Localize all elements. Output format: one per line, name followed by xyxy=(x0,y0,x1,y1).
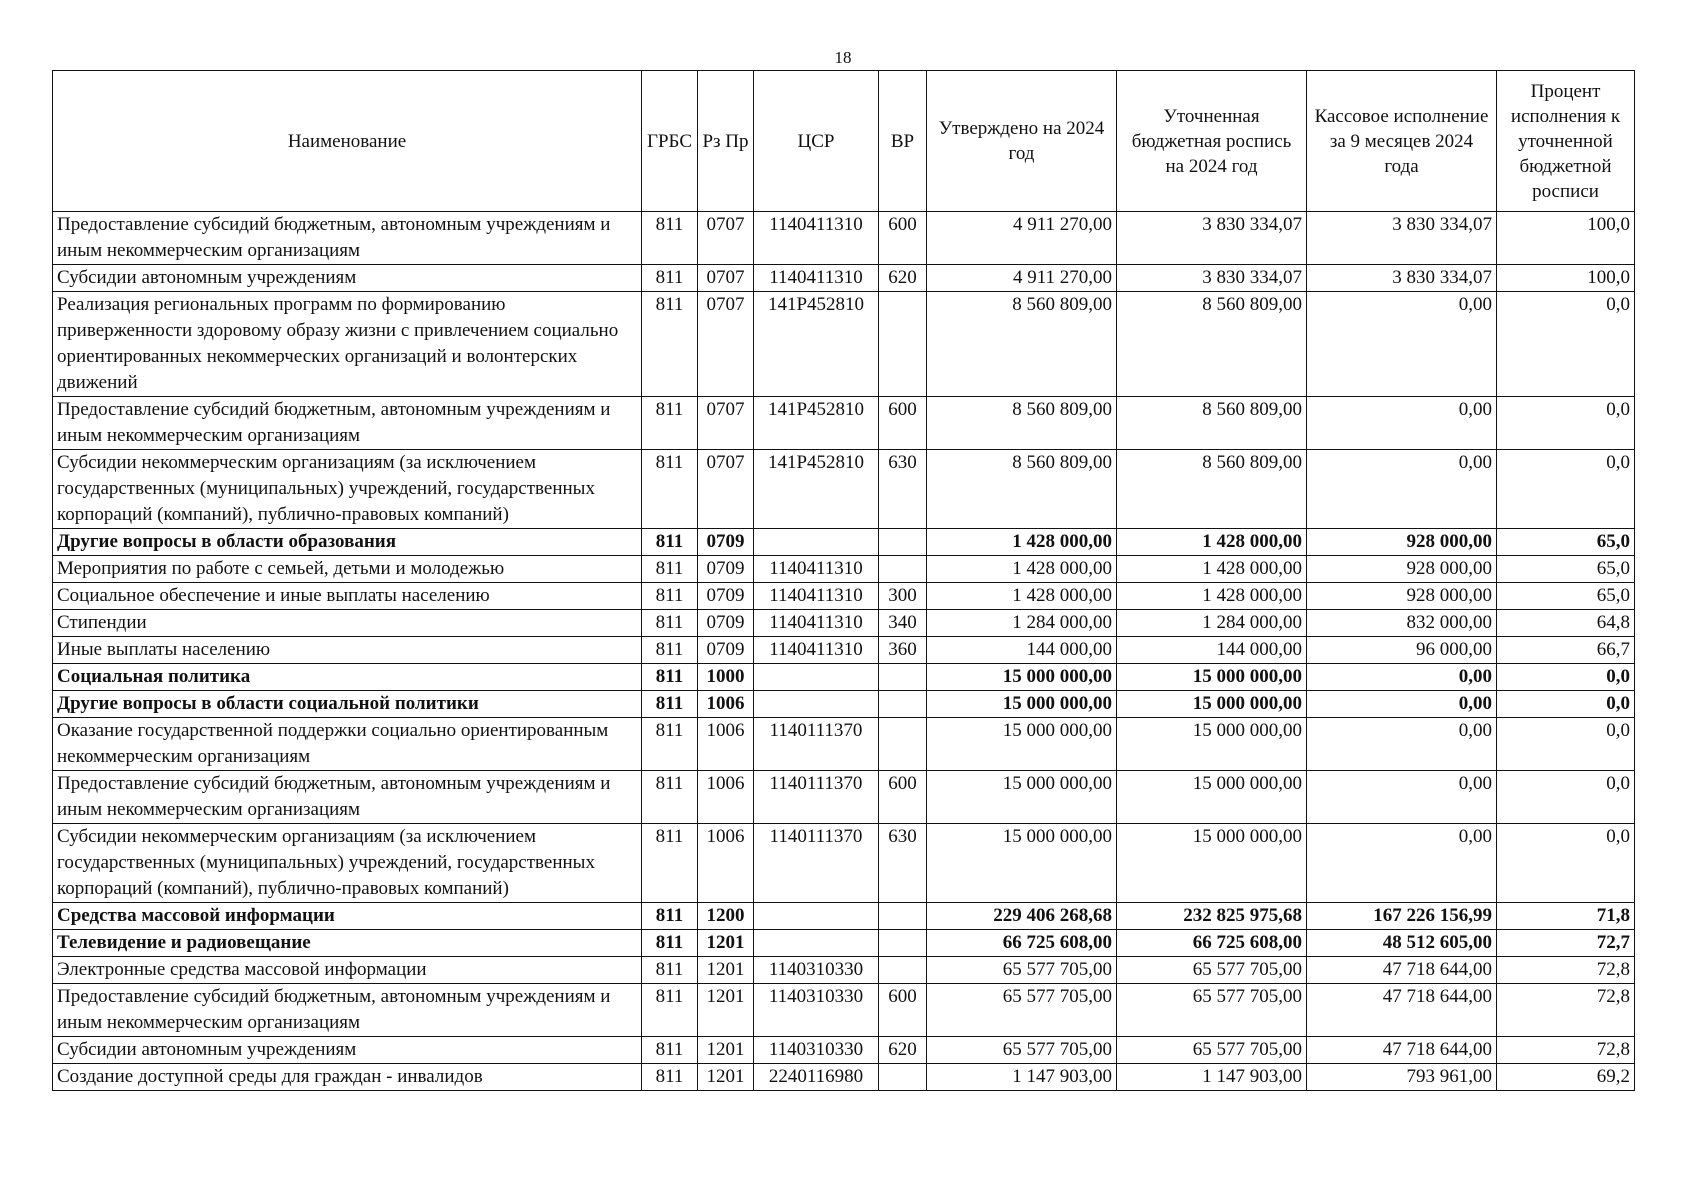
cell-cash: 167 226 156,99 xyxy=(1307,903,1497,930)
cell-csr: 141P452810 xyxy=(754,292,879,397)
cell-grbs: 811 xyxy=(642,691,698,718)
cell-name: Электронные средства массовой информации xyxy=(53,957,642,984)
cell-approved: 1 428 000,00 xyxy=(927,583,1117,610)
cell-vr xyxy=(879,930,927,957)
table-row-section xyxy=(53,903,1635,930)
cell-refined: 232 825 975,68 xyxy=(1117,903,1307,930)
cell-grbs: 811 xyxy=(642,718,698,771)
cell-rzpr: 1201 xyxy=(698,1037,754,1064)
cell-percent: 72,8 xyxy=(1497,1037,1635,1064)
cell-grbs: 811 xyxy=(642,1064,698,1091)
cell-csr: 1140411310 xyxy=(754,637,879,664)
cell-refined: 3 830 334,07 xyxy=(1117,265,1307,292)
cell-name: Средства массовой информации xyxy=(53,903,642,930)
cell-approved: 15 000 000,00 xyxy=(927,824,1117,903)
cell-name: Субсидии некоммерческим организациям (за исключением государственных (муниципальных) учреждений, государственных корпораций (компаний), публично-правовых компаний) xyxy=(53,450,642,529)
cell-vr xyxy=(879,1064,927,1091)
table-row xyxy=(53,212,1635,265)
cell-rzpr: 1006 xyxy=(698,691,754,718)
cell-cash: 96 000,00 xyxy=(1307,637,1497,664)
cell-percent: 71,8 xyxy=(1497,903,1635,930)
cell-approved: 65 577 705,00 xyxy=(927,957,1117,984)
cell-name: Реализация региональных программ по формированию приверженности здоровому образу жизни с привлечением социально ориентированных некоммерческих организаций и волонтерских движений xyxy=(53,292,642,397)
budget-table xyxy=(52,70,1635,1091)
cell-name: Иные выплаты населению xyxy=(53,637,642,664)
table-header-row xyxy=(53,71,1635,212)
header-cash: Кассовое исполнение за 9 месяцев 2024 года xyxy=(1307,71,1497,212)
cell-grbs: 811 xyxy=(642,529,698,556)
header-rzpr: Рз Пр xyxy=(698,71,754,212)
cell-refined: 1 147 903,00 xyxy=(1117,1064,1307,1091)
table-row xyxy=(53,1037,1635,1064)
cell-csr: 1140411310 xyxy=(754,212,879,265)
cell-vr xyxy=(879,691,927,718)
cell-percent: 65,0 xyxy=(1497,529,1635,556)
cell-csr: 1140310330 xyxy=(754,957,879,984)
cell-approved: 65 577 705,00 xyxy=(927,984,1117,1037)
cell-rzpr: 0707 xyxy=(698,212,754,265)
cell-approved: 66 725 608,00 xyxy=(927,930,1117,957)
cell-grbs: 811 xyxy=(642,583,698,610)
cell-percent: 72,8 xyxy=(1497,984,1635,1037)
cell-rzpr: 1006 xyxy=(698,824,754,903)
cell-name: Предоставление субсидий бюджетным, автономным учреждениям и иным некоммерческим организациям xyxy=(53,984,642,1037)
cell-percent: 0,0 xyxy=(1497,771,1635,824)
table-row xyxy=(53,610,1635,637)
cell-refined: 8 560 809,00 xyxy=(1117,292,1307,397)
cell-rzpr: 1201 xyxy=(698,984,754,1037)
cell-approved: 15 000 000,00 xyxy=(927,771,1117,824)
cell-percent: 0,0 xyxy=(1497,718,1635,771)
table-row xyxy=(53,637,1635,664)
cell-percent: 0,0 xyxy=(1497,397,1635,450)
cell-cash: 793 961,00 xyxy=(1307,1064,1497,1091)
cell-approved: 1 428 000,00 xyxy=(927,529,1117,556)
cell-percent: 100,0 xyxy=(1497,212,1635,265)
cell-name: Предоставление субсидий бюджетным, автономным учреждениям и иным некоммерческим организациям xyxy=(53,212,642,265)
cell-grbs: 811 xyxy=(642,292,698,397)
header-percent: Процент исполнения к уточненной бюджетной росписи xyxy=(1497,71,1635,212)
cell-grbs: 811 xyxy=(642,664,698,691)
cell-grbs: 811 xyxy=(642,637,698,664)
cell-approved: 4 911 270,00 xyxy=(927,265,1117,292)
table-row xyxy=(53,824,1635,903)
cell-rzpr: 1006 xyxy=(698,771,754,824)
cell-approved: 1 284 000,00 xyxy=(927,610,1117,637)
cell-approved: 15 000 000,00 xyxy=(927,691,1117,718)
cell-grbs: 811 xyxy=(642,930,698,957)
cell-rzpr: 0707 xyxy=(698,292,754,397)
cell-cash: 0,00 xyxy=(1307,664,1497,691)
table-row xyxy=(53,556,1635,583)
table-row-section xyxy=(53,930,1635,957)
cell-percent: 0,0 xyxy=(1497,824,1635,903)
cell-grbs: 811 xyxy=(642,265,698,292)
cell-csr: 2240116980 xyxy=(754,1064,879,1091)
cell-csr: 1140310330 xyxy=(754,1037,879,1064)
cell-vr xyxy=(879,664,927,691)
cell-approved: 8 560 809,00 xyxy=(927,397,1117,450)
header-refined: Уточненная бюджетная роспись на 2024 год xyxy=(1117,71,1307,212)
cell-vr xyxy=(879,556,927,583)
cell-csr: 1140111370 xyxy=(754,718,879,771)
cell-csr: 141P452810 xyxy=(754,397,879,450)
cell-percent: 0,0 xyxy=(1497,292,1635,397)
cell-refined: 15 000 000,00 xyxy=(1117,718,1307,771)
page-number: 18 xyxy=(834,48,852,67)
cell-cash: 832 000,00 xyxy=(1307,610,1497,637)
cell-rzpr: 1201 xyxy=(698,1064,754,1091)
cell-refined: 8 560 809,00 xyxy=(1117,450,1307,529)
cell-name: Стипендии xyxy=(53,610,642,637)
cell-name: Оказание государственной поддержки социально ориентированным некоммерческим организациям xyxy=(53,718,642,771)
cell-vr: 360 xyxy=(879,637,927,664)
cell-name: Другие вопросы в области социальной политики xyxy=(53,691,642,718)
cell-refined: 15 000 000,00 xyxy=(1117,771,1307,824)
cell-name: Субсидии автономным учреждениям xyxy=(53,1037,642,1064)
cell-vr xyxy=(879,292,927,397)
cell-percent: 65,0 xyxy=(1497,583,1635,610)
table-row xyxy=(53,957,1635,984)
cell-grbs: 811 xyxy=(642,903,698,930)
table-row-section xyxy=(53,529,1635,556)
cell-rzpr: 1201 xyxy=(698,957,754,984)
cell-rzpr: 0709 xyxy=(698,583,754,610)
cell-cash: 928 000,00 xyxy=(1307,529,1497,556)
cell-csr xyxy=(754,529,879,556)
table-body xyxy=(53,212,1635,1091)
cell-name: Субсидии некоммерческим организациям (за исключением государственных (муниципальных) учреждений, государственных корпораций (компаний), публично-правовых компаний) xyxy=(53,824,642,903)
table-row xyxy=(53,397,1635,450)
cell-name: Предоставление субсидий бюджетным, автономным учреждениям и иным некоммерческим организациям xyxy=(53,771,642,824)
cell-cash: 928 000,00 xyxy=(1307,583,1497,610)
cell-csr: 1140411310 xyxy=(754,265,879,292)
table-row xyxy=(53,718,1635,771)
cell-csr: 1140411310 xyxy=(754,583,879,610)
cell-vr: 630 xyxy=(879,824,927,903)
cell-vr xyxy=(879,529,927,556)
cell-name: Создание доступной среды для граждан - инвалидов xyxy=(53,1064,642,1091)
cell-approved: 8 560 809,00 xyxy=(927,292,1117,397)
cell-grbs: 811 xyxy=(642,212,698,265)
cell-refined: 1 284 000,00 xyxy=(1117,610,1307,637)
table-row xyxy=(53,265,1635,292)
cell-rzpr: 0707 xyxy=(698,397,754,450)
cell-vr: 300 xyxy=(879,583,927,610)
cell-approved: 4 911 270,00 xyxy=(927,212,1117,265)
cell-vr: 600 xyxy=(879,771,927,824)
cell-approved: 229 406 268,68 xyxy=(927,903,1117,930)
cell-refined: 65 577 705,00 xyxy=(1117,957,1307,984)
cell-rzpr: 0707 xyxy=(698,265,754,292)
cell-percent: 66,7 xyxy=(1497,637,1635,664)
cell-grbs: 811 xyxy=(642,450,698,529)
cell-csr: 1140111370 xyxy=(754,771,879,824)
cell-percent: 0,0 xyxy=(1497,450,1635,529)
cell-cash: 47 718 644,00 xyxy=(1307,1037,1497,1064)
cell-vr: 630 xyxy=(879,450,927,529)
cell-cash: 3 830 334,07 xyxy=(1307,212,1497,265)
cell-name: Другие вопросы в области образования xyxy=(53,529,642,556)
cell-name: Телевидение и радиовещание xyxy=(53,930,642,957)
cell-vr: 340 xyxy=(879,610,927,637)
cell-vr xyxy=(879,957,927,984)
cell-rzpr: 0709 xyxy=(698,529,754,556)
cell-vr: 600 xyxy=(879,397,927,450)
cell-vr: 600 xyxy=(879,212,927,265)
cell-refined: 65 577 705,00 xyxy=(1117,1037,1307,1064)
header-grbs: ГРБС xyxy=(642,71,698,212)
header-approved: Утверждено на 2024 год xyxy=(927,71,1117,212)
cell-percent: 64,8 xyxy=(1497,610,1635,637)
cell-name: Социальное обеспечение и иные выплаты населению xyxy=(53,583,642,610)
cell-refined: 144 000,00 xyxy=(1117,637,1307,664)
cell-rzpr: 0709 xyxy=(698,637,754,664)
cell-cash: 47 718 644,00 xyxy=(1307,984,1497,1037)
cell-approved: 1 147 903,00 xyxy=(927,1064,1117,1091)
cell-cash: 0,00 xyxy=(1307,691,1497,718)
cell-cash: 3 830 334,07 xyxy=(1307,265,1497,292)
cell-csr xyxy=(754,664,879,691)
cell-cash: 0,00 xyxy=(1307,397,1497,450)
cell-percent: 69,2 xyxy=(1497,1064,1635,1091)
cell-csr xyxy=(754,930,879,957)
cell-refined: 1 428 000,00 xyxy=(1117,556,1307,583)
cell-cash: 0,00 xyxy=(1307,292,1497,397)
table-row xyxy=(53,984,1635,1037)
header-vr: ВР xyxy=(879,71,927,212)
table-row xyxy=(53,771,1635,824)
cell-cash: 928 000,00 xyxy=(1307,556,1497,583)
cell-refined: 65 577 705,00 xyxy=(1117,984,1307,1037)
cell-rzpr: 1201 xyxy=(698,930,754,957)
table-row-section xyxy=(53,691,1635,718)
cell-rzpr: 1000 xyxy=(698,664,754,691)
cell-name: Субсидии автономным учреждениям xyxy=(53,265,642,292)
cell-name: Социальная политика xyxy=(53,664,642,691)
cell-percent: 72,8 xyxy=(1497,957,1635,984)
cell-name: Мероприятия по работе с семьей, детьми и молодежью xyxy=(53,556,642,583)
cell-grbs: 811 xyxy=(642,1037,698,1064)
cell-refined: 1 428 000,00 xyxy=(1117,583,1307,610)
table-row xyxy=(53,583,1635,610)
cell-cash: 0,00 xyxy=(1307,824,1497,903)
header-name: Наименование xyxy=(53,71,642,212)
cell-vr: 600 xyxy=(879,984,927,1037)
table-row xyxy=(53,1064,1635,1091)
cell-percent: 0,0 xyxy=(1497,664,1635,691)
cell-vr: 620 xyxy=(879,1037,927,1064)
cell-approved: 1 428 000,00 xyxy=(927,556,1117,583)
cell-grbs: 811 xyxy=(642,771,698,824)
cell-csr: 1140310330 xyxy=(754,984,879,1037)
cell-approved: 65 577 705,00 xyxy=(927,1037,1117,1064)
cell-refined: 3 830 334,07 xyxy=(1117,212,1307,265)
cell-csr xyxy=(754,903,879,930)
cell-rzpr: 0709 xyxy=(698,556,754,583)
cell-csr: 1140411310 xyxy=(754,556,879,583)
cell-refined: 15 000 000,00 xyxy=(1117,691,1307,718)
cell-cash: 47 718 644,00 xyxy=(1307,957,1497,984)
cell-name: Предоставление субсидий бюджетным, автономным учреждениям и иным некоммерческим организациям xyxy=(53,397,642,450)
cell-csr xyxy=(754,691,879,718)
cell-approved: 15 000 000,00 xyxy=(927,664,1117,691)
cell-vr xyxy=(879,903,927,930)
cell-rzpr: 0707 xyxy=(698,450,754,529)
cell-refined: 66 725 608,00 xyxy=(1117,930,1307,957)
cell-refined: 8 560 809,00 xyxy=(1117,397,1307,450)
cell-percent: 0,0 xyxy=(1497,691,1635,718)
cell-refined: 15 000 000,00 xyxy=(1117,664,1307,691)
cell-csr: 1140411310 xyxy=(754,610,879,637)
cell-cash: 0,00 xyxy=(1307,718,1497,771)
cell-grbs: 811 xyxy=(642,824,698,903)
cell-cash: 48 512 605,00 xyxy=(1307,930,1497,957)
cell-grbs: 811 xyxy=(642,397,698,450)
header-csr: ЦСР xyxy=(754,71,879,212)
cell-grbs: 811 xyxy=(642,610,698,637)
cell-approved: 144 000,00 xyxy=(927,637,1117,664)
cell-vr: 620 xyxy=(879,265,927,292)
cell-cash: 0,00 xyxy=(1307,450,1497,529)
table-row xyxy=(53,450,1635,529)
cell-rzpr: 1006 xyxy=(698,718,754,771)
cell-csr: 141P452810 xyxy=(754,450,879,529)
cell-rzpr: 1200 xyxy=(698,903,754,930)
cell-refined: 1 428 000,00 xyxy=(1117,529,1307,556)
cell-grbs: 811 xyxy=(642,556,698,583)
cell-percent: 72,7 xyxy=(1497,930,1635,957)
cell-vr xyxy=(879,718,927,771)
cell-refined: 15 000 000,00 xyxy=(1117,824,1307,903)
cell-grbs: 811 xyxy=(642,957,698,984)
cell-percent: 65,0 xyxy=(1497,556,1635,583)
cell-grbs: 811 xyxy=(642,984,698,1037)
cell-cash: 0,00 xyxy=(1307,771,1497,824)
table-row xyxy=(53,292,1635,397)
cell-approved: 15 000 000,00 xyxy=(927,718,1117,771)
cell-percent: 100,0 xyxy=(1497,265,1635,292)
cell-csr: 1140111370 xyxy=(754,824,879,903)
table-row-section xyxy=(53,664,1635,691)
cell-rzpr: 0709 xyxy=(698,610,754,637)
cell-approved: 8 560 809,00 xyxy=(927,450,1117,529)
